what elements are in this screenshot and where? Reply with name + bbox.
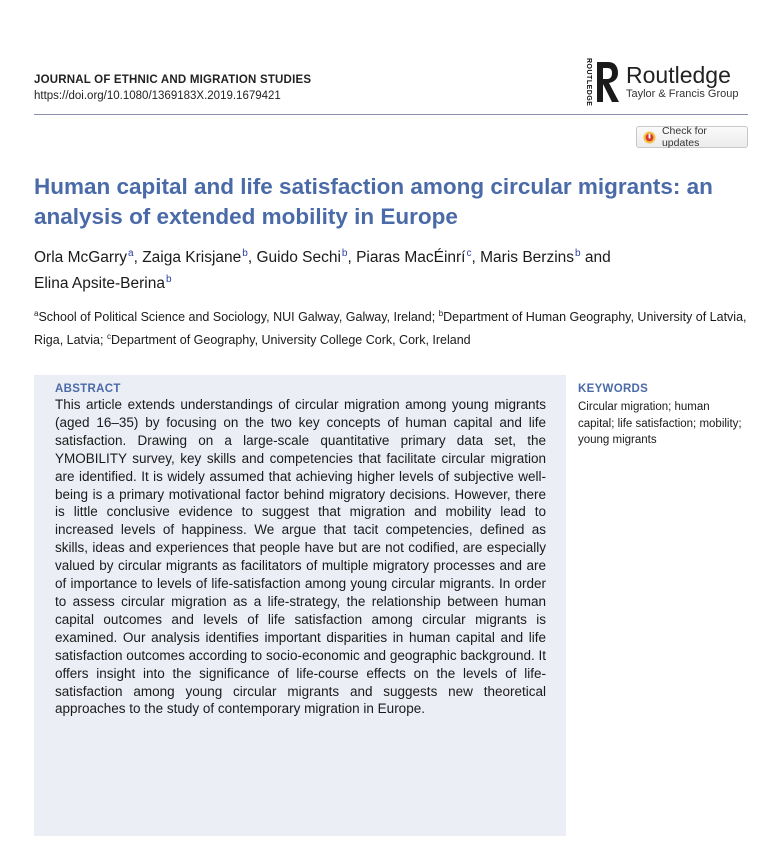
publisher-side-text: ROUTLEDGE	[585, 58, 592, 107]
article-title: Human capital and life satisfaction among circular migrants: an analysis of extended mobility in Europe	[34, 174, 713, 229]
affiliations	[34, 304, 754, 350]
routledge-logo-icon	[594, 60, 620, 104]
author-list: Orla McGarry$^a$, Zaiga Krisjane$^b$, Guido Sechi$^b$, Piaras MacÉinrí$^c$, Maris Berzins$^b$ and Elina Apsite-Berina$^b$	[34, 248, 611, 292]
author-name[interactable]: Orla McGarry	[34, 249, 127, 266]
author-affiliation-mark: b	[341, 248, 348, 259]
author-affiliation-mark: b	[165, 274, 172, 285]
author-name[interactable]: Maris Berzins	[480, 249, 575, 266]
author-name[interactable]: Elina Apsite-Berina	[34, 275, 165, 292]
affiliation-mark: a	[34, 309, 39, 318]
journal-name: JOURNAL OF ETHNIC AND MIGRATION STUDIES	[34, 74, 312, 86]
keywords-panel	[578, 382, 748, 449]
publisher-logo	[585, 58, 738, 106]
check-updates-icon	[643, 131, 656, 144]
check-updates-label: Check for updates	[661, 125, 707, 149]
keywords-heading: KEYWORDS	[578, 383, 649, 395]
keywords-text: Circular migration; human capital; life satisfaction; mobility; young migrants	[578, 401, 742, 446]
author-affiliation-mark: a	[128, 248, 134, 259]
journal-header	[34, 72, 311, 104]
header-divider	[34, 114, 748, 115]
abstract-panel	[34, 375, 566, 836]
affiliation-text: Department of Geography, University College Cork, Cork, Ireland	[110, 333, 471, 347]
author-name[interactable]: Piaras MacÉinrí	[356, 249, 466, 266]
affiliation-mark: c	[106, 332, 111, 341]
author-name[interactable]: Guido Sechi	[256, 249, 341, 266]
author-affiliation-mark: b	[242, 248, 248, 259]
affiliation-text: Department of Human Geography, University of Latvia, Riga, Latvia;	[34, 310, 747, 347]
author-affiliation-mark: b	[575, 248, 581, 259]
author-affiliation-mark: c	[466, 248, 472, 259]
doi-link[interactable]: https://doi.org/10.1080/1369183X.2019.1679421	[34, 90, 281, 102]
check-updates-button[interactable]	[636, 126, 748, 148]
publisher-name: Routledge	[626, 62, 731, 89]
author-name[interactable]: Zaiga Krisjane	[142, 249, 242, 266]
affiliation-text: School of Political Science and Sociology, NUI Galway, Galway, Ireland;	[38, 310, 439, 324]
abstract-heading: ABSTRACT	[55, 383, 121, 395]
affiliation-mark: b	[438, 309, 444, 318]
publisher-group: Taylor & Francis Group	[626, 88, 739, 101]
abstract-text: This article extends understandings of circular migration among young migrants (aged 16–35) by focusing on the two key concepts of human capital and life satisfaction. Drawing on a large-scale quantitative primary data set, the YMOBILITY survey, key skills and competencies that facilitate circular migration are identified. It is widely assumed that achieving higher levels of subjective well-being is a primary motivational factor behind migratory decisions. However, there is little conclusive evidence to suggest that migration and mobility lead to increased levels of happiness. We argue that tacit competencies, defined as skills, ideas and experiences that people have but are not codified, are especially valued by circular migrants as facilitators of multiple migratory processes and are of importance to levels of life-satisfaction among young circular migrants. In order to assess circular migration as a life-strategy, the relationship between human capital outcomes and levels of life satisfaction among circular migrants is examined. Our analysis identifies important disparities in human capital and life satisfaction outcomes according to socio-economic and geographic background. It offers insight into the significance of life-course effects on the levels of life-satisfaction among young circular migrants and suggests new theoretical approaches to the study of contemporary migration in Europe.	[55, 397, 546, 717]
